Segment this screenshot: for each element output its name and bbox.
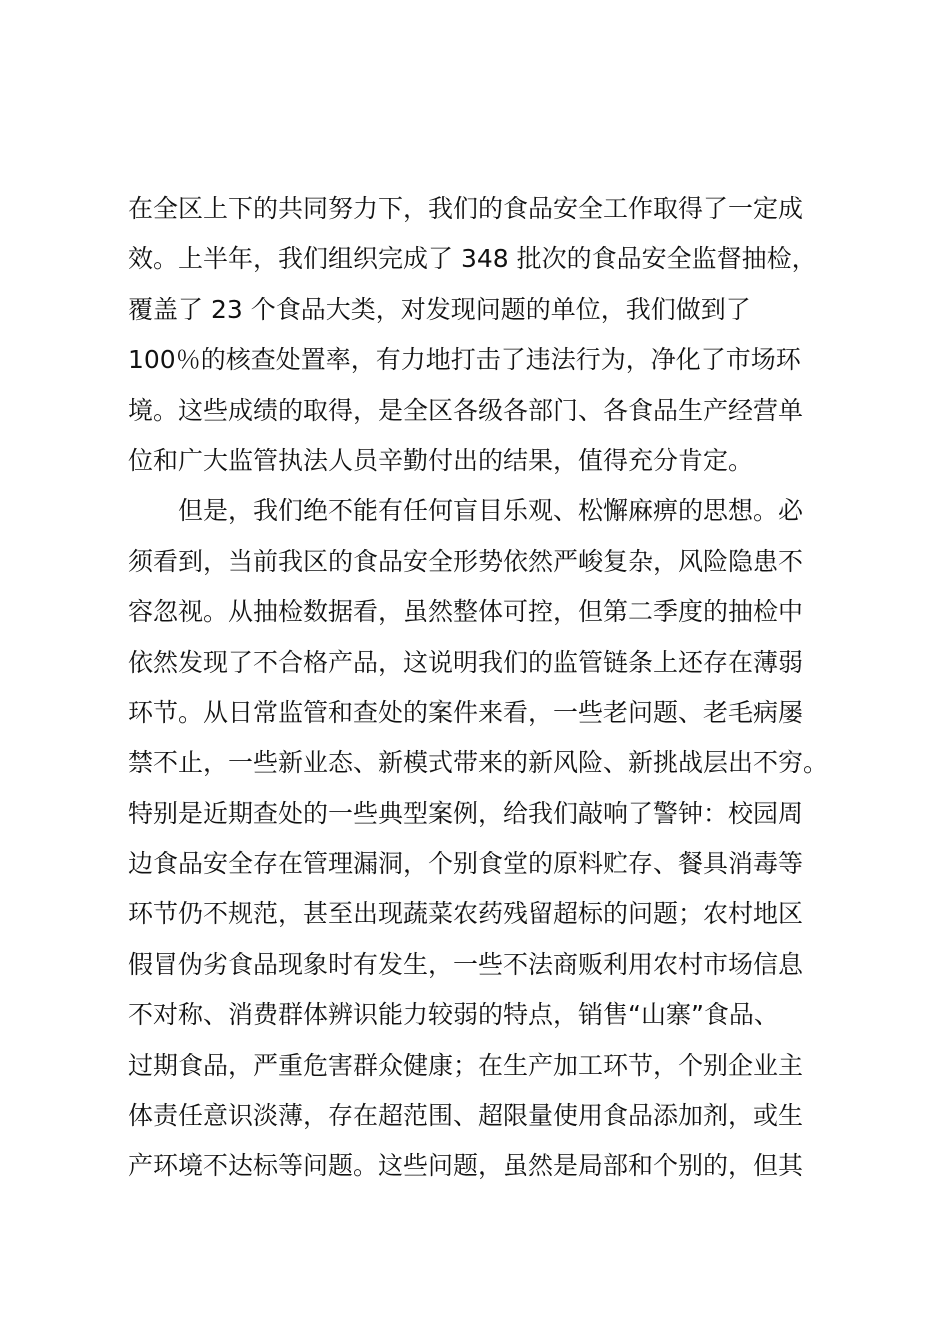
text-line: 100％的核查处置率，有力地打击了违法行为，净化了市场环: [128, 345, 801, 375]
text-line: 禁不止，一些新业态、新模式带来的新风险、新挑战层出不穷。: [128, 748, 829, 778]
text-line: 过期食品，严重危害群众健康；在生产加工环节，个别企业主: [128, 1050, 804, 1080]
text-line: 边食品安全存在管理漏洞，个别食堂的原料贮存、餐具消毒等: [128, 849, 804, 879]
text-line: 覆盖了 23 个食品大类，对发现问题的单位，我们做到了: [128, 294, 751, 324]
text-line: 假冒伪劣食品现象时有发生，一些不法商贩利用农村市场信息: [128, 949, 804, 979]
text-line: 不对称、消费群体辨识能力较弱的特点，销售“山寨”食品、: [128, 1000, 779, 1030]
text-line: 环节仍不规范，甚至出现蔬菜农药残留超标的问题；农村地区: [128, 899, 804, 929]
paragraph-2: [128, 486, 848, 1191]
text-line: 效。上半年，我们组织完成了 348 批次的食品安全监督抽检，: [128, 244, 817, 274]
paragraph-1: [128, 184, 848, 486]
text-line: 依然发现了不合格产品，这说明我们的监管链条上还存在薄弱: [128, 647, 804, 677]
text-line: 但是，我们绝不能有任何盲目乐观、松懈麻痹的思想。必: [178, 496, 804, 526]
text-line: 体责任意识淡薄，存在超范围、超限量使用食品添加剂，或生: [128, 1101, 804, 1131]
text-line: 容忽视。从抽检数据看，虽然整体可控，但第二季度的抽检中: [128, 597, 804, 627]
text-line: 在全区上下的共同努力下，我们的食品安全工作取得了一定成: [128, 194, 804, 223]
text-line: 须看到，当前我区的食品安全形势依然严峻复杂，风险隐患不: [128, 546, 804, 576]
text-line: 特别是近期查处的一些典型案例，给我们敲响了警钟：校园周: [128, 798, 804, 828]
text-line: 境。这些成绩的取得，是全区各级各部门、各食品生产经营单: [128, 395, 804, 425]
text-line: 环节。从日常监管和查处的案件来看，一些老问题、老毛病屡: [128, 697, 804, 727]
text-line: 位和广大监管执法人员辛勤付出的结果，值得充分肯定。: [128, 445, 754, 475]
body-text: [128, 184, 848, 1192]
text-line: 产环境不达标等问题。这些问题，虽然是局部和个别的，但其: [128, 1151, 804, 1181]
